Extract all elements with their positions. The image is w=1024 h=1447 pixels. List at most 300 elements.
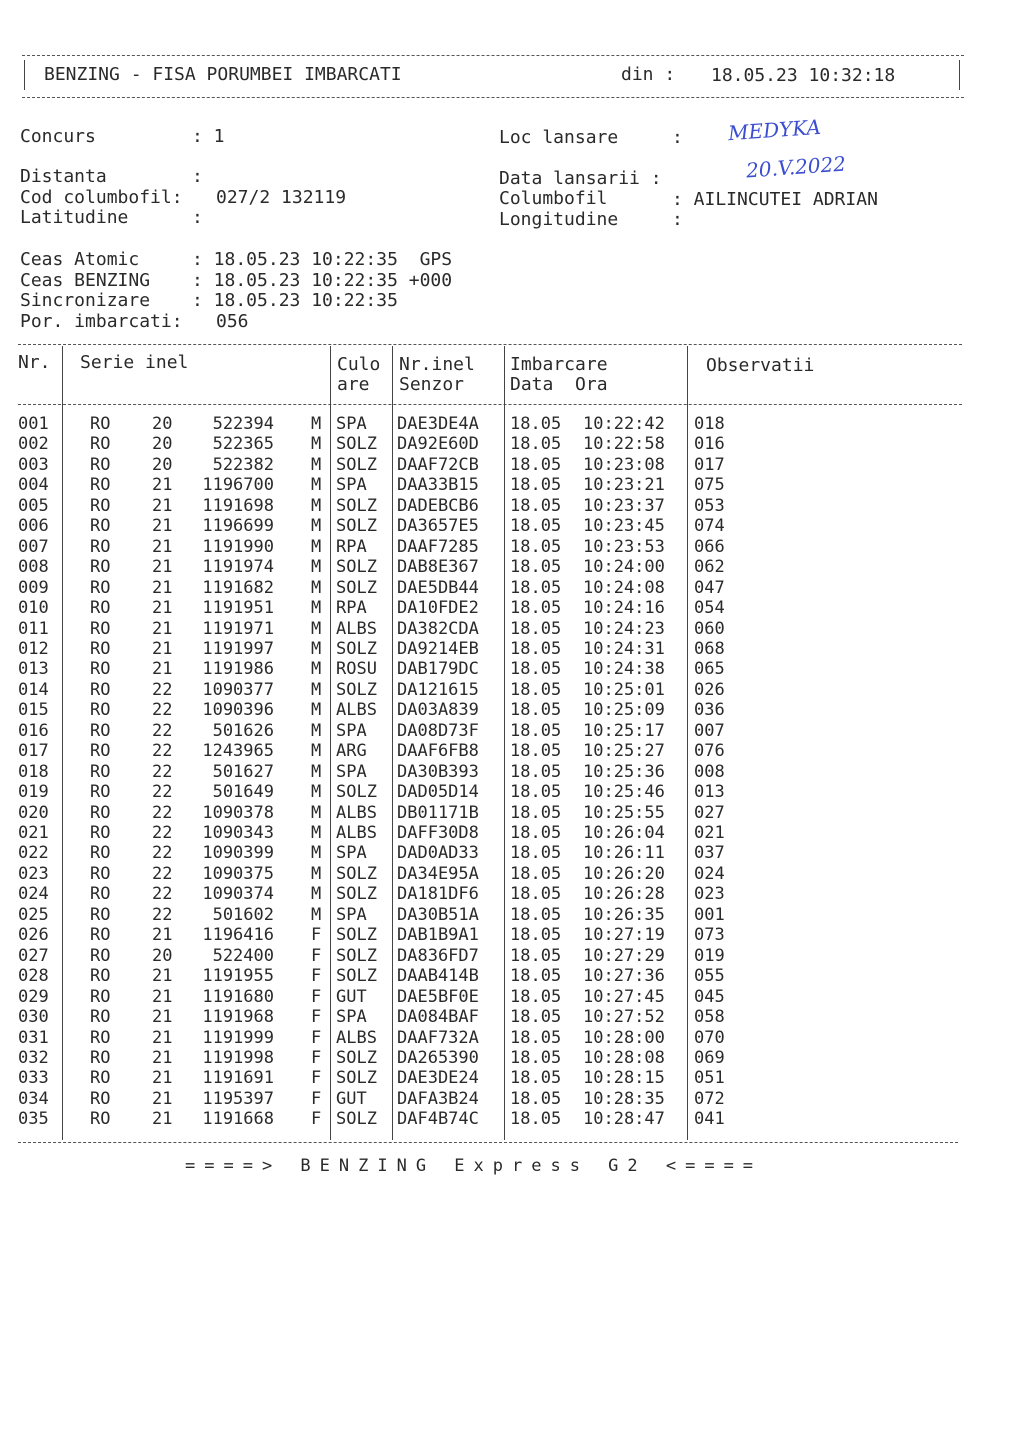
row-nr: 032 xyxy=(18,1047,49,1068)
row-sex: M xyxy=(311,761,322,782)
row-ring-number: 501627 xyxy=(212,761,274,782)
row-sex: F xyxy=(311,1007,322,1028)
row-nr: 014 xyxy=(18,679,49,700)
row-nr: 024 xyxy=(18,884,49,905)
col-header-nr: Nr. xyxy=(18,352,51,373)
row-time: 10:24:08 xyxy=(583,577,665,598)
row-ring-number: 1191997 xyxy=(202,638,274,659)
row-nr: 023 xyxy=(18,863,49,884)
row-sensor: DAE5BF0E xyxy=(397,986,479,1007)
row-time: 10:25:46 xyxy=(583,782,665,803)
table-bottom-border xyxy=(18,1142,958,1143)
row-time: 10:22:58 xyxy=(583,434,665,455)
row-observation: 026 xyxy=(694,679,725,700)
row-sex: M xyxy=(311,495,322,516)
row-nr: 002 xyxy=(18,434,49,455)
row-observation: 001 xyxy=(694,904,725,925)
row-time: 10:25:09 xyxy=(583,700,665,721)
row-color: SPA xyxy=(336,414,367,434)
row-observation: 075 xyxy=(694,475,725,496)
row-color: SOLZ xyxy=(336,454,377,475)
row-color: RPA xyxy=(336,536,367,557)
row-color: ALBS xyxy=(336,802,377,823)
ceas-benzing-label: Ceas BENZING xyxy=(20,270,151,291)
footer-banner: ====> BENZING Express G2 <==== xyxy=(185,1156,763,1176)
row-observation: 070 xyxy=(694,1027,725,1048)
row-year: 22 xyxy=(152,679,173,700)
row-date: 18.05 xyxy=(510,904,562,925)
row-date: 18.05 xyxy=(510,618,562,639)
row-nr: 035 xyxy=(18,1109,49,1130)
row-date: 18.05 xyxy=(510,1027,562,1048)
row-time: 10:28:47 xyxy=(583,1109,665,1130)
row-year: 21 xyxy=(152,1007,173,1028)
row-time: 10:23:53 xyxy=(583,536,665,557)
row-date: 18.05 xyxy=(510,1068,562,1089)
row-sensor: DA30B393 xyxy=(397,761,479,782)
row-color: SOLZ xyxy=(336,638,377,659)
row-country: RO xyxy=(90,823,111,843)
concurs-label: Concurs xyxy=(20,126,96,147)
porumbei-imbarcati-label: Por. imbarcati: xyxy=(20,311,183,332)
row-observation: 053 xyxy=(694,495,725,516)
row-year: 22 xyxy=(152,761,173,782)
row-nr: 015 xyxy=(18,700,49,721)
row-time: 10:23:45 xyxy=(583,516,665,537)
row-sex: M xyxy=(311,782,322,803)
row-sensor: DA08D73F xyxy=(397,720,479,741)
row-observation: 037 xyxy=(694,843,725,864)
row-nr: 026 xyxy=(18,925,49,946)
ceas-benzing-value: : 18.05.23 10:22:35 +000 xyxy=(192,270,453,291)
row-sensor: DAAF7285 xyxy=(397,536,479,557)
row-sensor: DA03A839 xyxy=(397,700,479,721)
row-country: RO xyxy=(90,700,111,721)
concurs-value: : 1 xyxy=(192,126,225,147)
handwritten-place: MEDYKA xyxy=(727,114,822,146)
row-time: 10:23:37 xyxy=(583,495,665,516)
row-year: 21 xyxy=(152,1047,173,1068)
row-date: 18.05 xyxy=(510,741,562,762)
row-country: RO xyxy=(90,1047,111,1068)
row-year: 21 xyxy=(152,536,173,557)
row-ring-number: 1191971 xyxy=(202,618,274,639)
row-ring-number: 1090399 xyxy=(202,843,274,864)
row-color: SOLZ xyxy=(336,434,377,455)
row-nr: 006 xyxy=(18,516,49,537)
row-color: GUT xyxy=(336,986,367,1007)
row-ring-number: 1090343 xyxy=(202,823,274,843)
col-divider-senzor xyxy=(392,346,393,1140)
row-sex: F xyxy=(311,945,322,966)
row-observation: 023 xyxy=(694,884,725,905)
row-country: RO xyxy=(90,884,111,905)
col-header-culo: Culo xyxy=(337,354,381,375)
row-sensor: DAAF72CB xyxy=(397,454,479,475)
row-sex: M xyxy=(311,700,322,721)
row-date: 18.05 xyxy=(510,1047,562,1068)
row-sex: F xyxy=(311,1088,322,1109)
row-sensor: DA181DF6 xyxy=(397,884,479,905)
row-observation: 027 xyxy=(694,802,725,823)
row-observation: 076 xyxy=(694,741,725,762)
row-time: 10:24:23 xyxy=(583,618,665,639)
row-observation: 054 xyxy=(694,598,725,619)
row-observation: 008 xyxy=(694,761,725,782)
row-year: 22 xyxy=(152,823,173,843)
row-country: RO xyxy=(90,495,111,516)
row-ring-number: 1191682 xyxy=(202,577,274,598)
row-time: 10:25:36 xyxy=(583,761,665,782)
row-year: 22 xyxy=(152,802,173,823)
row-time: 10:27:52 xyxy=(583,1007,665,1028)
row-observation: 041 xyxy=(694,1109,725,1130)
row-time: 10:24:38 xyxy=(583,659,665,680)
row-nr: 022 xyxy=(18,843,49,864)
row-ring-number: 1191955 xyxy=(202,966,274,987)
columbofil-value: : AILINCUTEI ADRIAN xyxy=(672,189,878,210)
header-top-border xyxy=(22,55,964,56)
row-color: SPA xyxy=(336,475,367,496)
row-sensor: DAD05D14 xyxy=(397,782,479,803)
row-year: 21 xyxy=(152,475,173,496)
row-color: SPA xyxy=(336,720,367,741)
row-year: 21 xyxy=(152,1109,173,1130)
row-nr: 030 xyxy=(18,1007,49,1028)
row-nr: 028 xyxy=(18,966,49,987)
row-country: RO xyxy=(90,516,111,537)
row-date: 18.05 xyxy=(510,598,562,619)
row-color: SOLZ xyxy=(336,577,377,598)
row-time: 10:23:21 xyxy=(583,475,665,496)
row-country: RO xyxy=(90,475,111,496)
row-time: 10:25:01 xyxy=(583,679,665,700)
row-color: ALBS xyxy=(336,823,377,843)
row-color: SOLZ xyxy=(336,495,377,516)
row-date: 18.05 xyxy=(510,802,562,823)
row-sensor: DAFA3B24 xyxy=(397,1088,479,1109)
row-sex: M xyxy=(311,823,322,843)
row-observation: 019 xyxy=(694,945,725,966)
handwritten-date: 20.V.2022 xyxy=(745,151,847,183)
row-time: 10:24:31 xyxy=(583,638,665,659)
row-year: 21 xyxy=(152,495,173,516)
row-color: SPA xyxy=(336,904,367,925)
row-sex: F xyxy=(311,1068,322,1089)
row-sex: M xyxy=(311,638,322,659)
row-observation: 051 xyxy=(694,1068,725,1089)
row-color: ALBS xyxy=(336,700,377,721)
row-date: 18.05 xyxy=(510,1109,562,1130)
row-year: 21 xyxy=(152,925,173,946)
row-sensor: DA3657E5 xyxy=(397,516,479,537)
row-year: 21 xyxy=(152,557,173,578)
row-sensor: DA836FD7 xyxy=(397,945,479,966)
row-sex: F xyxy=(311,966,322,987)
row-date: 18.05 xyxy=(510,884,562,905)
row-observation: 013 xyxy=(694,782,725,803)
row-observation: 055 xyxy=(694,966,725,987)
row-nr: 033 xyxy=(18,1068,49,1089)
row-time: 10:26:28 xyxy=(583,884,665,905)
distanta-label: Distanta xyxy=(20,166,107,187)
row-year: 21 xyxy=(152,1027,173,1048)
row-color: ARG xyxy=(336,741,367,762)
row-country: RO xyxy=(90,945,111,966)
row-observation: 065 xyxy=(694,659,725,680)
row-ring-number: 1196699 xyxy=(202,516,274,537)
row-year: 22 xyxy=(152,720,173,741)
row-year: 21 xyxy=(152,1068,173,1089)
ceas-atomic-label: Ceas Atomic xyxy=(20,249,140,270)
row-year: 22 xyxy=(152,884,173,905)
row-nr: 012 xyxy=(18,638,49,659)
row-sex: F xyxy=(311,986,322,1007)
row-sensor: DAAF732A xyxy=(397,1027,479,1048)
row-observation: 016 xyxy=(694,434,725,455)
row-year: 20 xyxy=(152,414,173,434)
row-country: RO xyxy=(90,966,111,987)
row-country: RO xyxy=(90,925,111,946)
row-sex: M xyxy=(311,618,322,639)
col-header-serie: Serie inel xyxy=(80,352,189,373)
row-nr: 029 xyxy=(18,986,49,1007)
row-color: SOLZ xyxy=(336,782,377,803)
row-observation: 074 xyxy=(694,516,725,537)
row-year: 20 xyxy=(152,434,173,455)
row-observation: 073 xyxy=(694,925,725,946)
row-sex: F xyxy=(311,1027,322,1048)
row-ring-number: 1191680 xyxy=(202,986,274,1007)
row-sensor: DA10FDE2 xyxy=(397,598,479,619)
row-nr: 031 xyxy=(18,1027,49,1048)
row-ring-number: 1191986 xyxy=(202,659,274,680)
row-year: 20 xyxy=(152,454,173,475)
row-ring-number: 1090377 xyxy=(202,679,274,700)
row-date: 18.05 xyxy=(510,475,562,496)
row-ring-number: 1243965 xyxy=(202,741,274,762)
row-nr: 034 xyxy=(18,1088,49,1109)
row-year: 21 xyxy=(152,577,173,598)
row-observation: 036 xyxy=(694,700,725,721)
row-observation: 018 xyxy=(694,414,725,434)
row-country: RO xyxy=(90,720,111,741)
row-nr: 007 xyxy=(18,536,49,557)
row-observation: 021 xyxy=(694,823,725,843)
row-sensor: DAE3DE24 xyxy=(397,1068,479,1089)
row-ring-number: 1191974 xyxy=(202,557,274,578)
row-sex: M xyxy=(311,802,322,823)
row-country: RO xyxy=(90,1109,111,1130)
cod-columbofil-label: Cod columbofil: xyxy=(20,187,183,208)
header-datetime: 18.05.23 10:32:18 xyxy=(711,65,896,86)
row-sensor: DA084BAF xyxy=(397,1007,479,1028)
row-country: RO xyxy=(90,679,111,700)
row-sex: M xyxy=(311,884,322,905)
row-color: SOLZ xyxy=(336,516,377,537)
row-year: 22 xyxy=(152,782,173,803)
row-sensor: DADEBCB6 xyxy=(397,495,479,516)
row-observation: 058 xyxy=(694,1007,725,1028)
col-divider-imbarcare xyxy=(504,346,505,1140)
row-ring-number: 1191990 xyxy=(202,536,274,557)
sincronizare-value: : 18.05.23 10:22:35 xyxy=(192,290,398,311)
row-date: 18.05 xyxy=(510,495,562,516)
row-nr: 005 xyxy=(18,495,49,516)
row-time: 10:27:45 xyxy=(583,986,665,1007)
row-sex: M xyxy=(311,414,322,434)
row-date: 18.05 xyxy=(510,945,562,966)
row-country: RO xyxy=(90,434,111,455)
table-header-bottom-border xyxy=(18,404,962,405)
row-observation: 068 xyxy=(694,638,725,659)
row-year: 22 xyxy=(152,904,173,925)
row-time: 10:28:08 xyxy=(583,1047,665,1068)
row-observation: 047 xyxy=(694,577,725,598)
row-sensor: DAF4B74C xyxy=(397,1109,479,1130)
row-sensor: DAA33B15 xyxy=(397,475,479,496)
row-country: RO xyxy=(90,638,111,659)
row-nr: 016 xyxy=(18,720,49,741)
row-sex: M xyxy=(311,598,322,619)
row-nr: 008 xyxy=(18,557,49,578)
row-ring-number: 1191951 xyxy=(202,598,274,619)
row-color: SOLZ xyxy=(336,863,377,884)
row-ring-number: 1090375 xyxy=(202,863,274,884)
row-sex: M xyxy=(311,577,322,598)
row-year: 21 xyxy=(152,598,173,619)
row-date: 18.05 xyxy=(510,863,562,884)
row-observation: 069 xyxy=(694,1047,725,1068)
col-header-are: are xyxy=(337,374,370,395)
row-year: 22 xyxy=(152,863,173,884)
row-time: 10:28:15 xyxy=(583,1068,665,1089)
row-sensor: DAB179DC xyxy=(397,659,479,680)
row-color: RPA xyxy=(336,598,367,619)
row-color: SOLZ xyxy=(336,679,377,700)
row-nr: 020 xyxy=(18,802,49,823)
row-color: SOLZ xyxy=(336,1068,377,1089)
row-country: RO xyxy=(90,454,111,475)
row-ring-number: 1195397 xyxy=(202,1088,274,1109)
row-date: 18.05 xyxy=(510,659,562,680)
row-color: GUT xyxy=(336,1088,367,1109)
row-nr: 018 xyxy=(18,761,49,782)
row-date: 18.05 xyxy=(510,843,562,864)
row-sensor: DAE3DE4A xyxy=(397,414,479,434)
row-country: RO xyxy=(90,536,111,557)
row-time: 10:26:20 xyxy=(583,863,665,884)
distanta-value: : xyxy=(192,166,203,187)
row-sex: F xyxy=(311,1109,322,1130)
row-color: SOLZ xyxy=(336,1109,377,1130)
row-nr: 021 xyxy=(18,823,49,843)
row-ring-number: 1191698 xyxy=(202,495,274,516)
row-ring-number: 1191691 xyxy=(202,1068,274,1089)
row-country: RO xyxy=(90,1007,111,1028)
row-date: 18.05 xyxy=(510,823,562,843)
row-ring-number: 1090374 xyxy=(202,884,274,905)
row-nr: 025 xyxy=(18,904,49,925)
row-nr: 017 xyxy=(18,741,49,762)
row-ring-number: 1191968 xyxy=(202,1007,274,1028)
row-country: RO xyxy=(90,741,111,762)
row-date: 18.05 xyxy=(510,434,562,455)
row-country: RO xyxy=(90,618,111,639)
row-year: 21 xyxy=(152,659,173,680)
row-date: 18.05 xyxy=(510,679,562,700)
row-date: 18.05 xyxy=(510,720,562,741)
col-divider-culoare xyxy=(330,346,331,1140)
row-time: 10:24:00 xyxy=(583,557,665,578)
row-sex: M xyxy=(311,475,322,496)
row-country: RO xyxy=(90,557,111,578)
row-country: RO xyxy=(90,1088,111,1109)
latitudine-value: : xyxy=(192,207,203,228)
row-year: 21 xyxy=(152,618,173,639)
row-observation: 007 xyxy=(694,720,725,741)
row-time: 10:25:27 xyxy=(583,741,665,762)
row-sensor: DA382CDA xyxy=(397,618,479,639)
row-nr: 009 xyxy=(18,577,49,598)
row-color: SOLZ xyxy=(336,925,377,946)
row-nr: 003 xyxy=(18,454,49,475)
row-date: 18.05 xyxy=(510,536,562,557)
ceas-atomic-value: : 18.05.23 10:22:35 GPS xyxy=(192,249,453,270)
row-date: 18.05 xyxy=(510,782,562,803)
row-observation: 060 xyxy=(694,618,725,639)
row-sensor: DA121615 xyxy=(397,679,479,700)
row-color: SPA xyxy=(336,1007,367,1028)
row-sex: M xyxy=(311,843,322,864)
row-time: 10:28:35 xyxy=(583,1088,665,1109)
row-ring-number: 1196700 xyxy=(202,475,274,496)
row-sensor: DAB8E367 xyxy=(397,557,479,578)
row-color: SPA xyxy=(336,761,367,782)
row-year: 22 xyxy=(152,700,173,721)
loc-lansare-label: Loc lansare xyxy=(499,127,619,148)
row-country: RO xyxy=(90,659,111,680)
row-date: 18.05 xyxy=(510,1088,562,1109)
row-ring-number: 1191999 xyxy=(202,1027,274,1048)
row-year: 21 xyxy=(152,638,173,659)
porumbei-imbarcati-value: 056 xyxy=(216,311,249,332)
row-observation: 024 xyxy=(694,863,725,884)
row-time: 10:27:19 xyxy=(583,925,665,946)
row-color: ROSU xyxy=(336,659,377,680)
row-date: 18.05 xyxy=(510,454,562,475)
row-time: 10:27:29 xyxy=(583,945,665,966)
row-color: ALBS xyxy=(336,1027,377,1048)
row-color: SOLZ xyxy=(336,945,377,966)
col-header-senzor: Senzor xyxy=(399,374,465,395)
row-observation: 072 xyxy=(694,1088,725,1109)
header-right-border xyxy=(959,60,960,90)
row-date: 18.05 xyxy=(510,986,562,1007)
row-color: SOLZ xyxy=(336,557,377,578)
longitudine-label: Longitudine xyxy=(499,209,619,230)
row-sex: M xyxy=(311,720,322,741)
row-time: 10:27:36 xyxy=(583,966,665,987)
row-country: RO xyxy=(90,598,111,619)
row-sex: M xyxy=(311,904,322,925)
row-year: 21 xyxy=(152,516,173,537)
row-ring-number: 1191668 xyxy=(202,1109,274,1130)
col-header-observatii: Observatii xyxy=(706,355,815,376)
row-year: 21 xyxy=(152,986,173,1007)
row-sensor: DB01171B xyxy=(397,802,479,823)
row-ring-number: 522365 xyxy=(212,434,274,455)
